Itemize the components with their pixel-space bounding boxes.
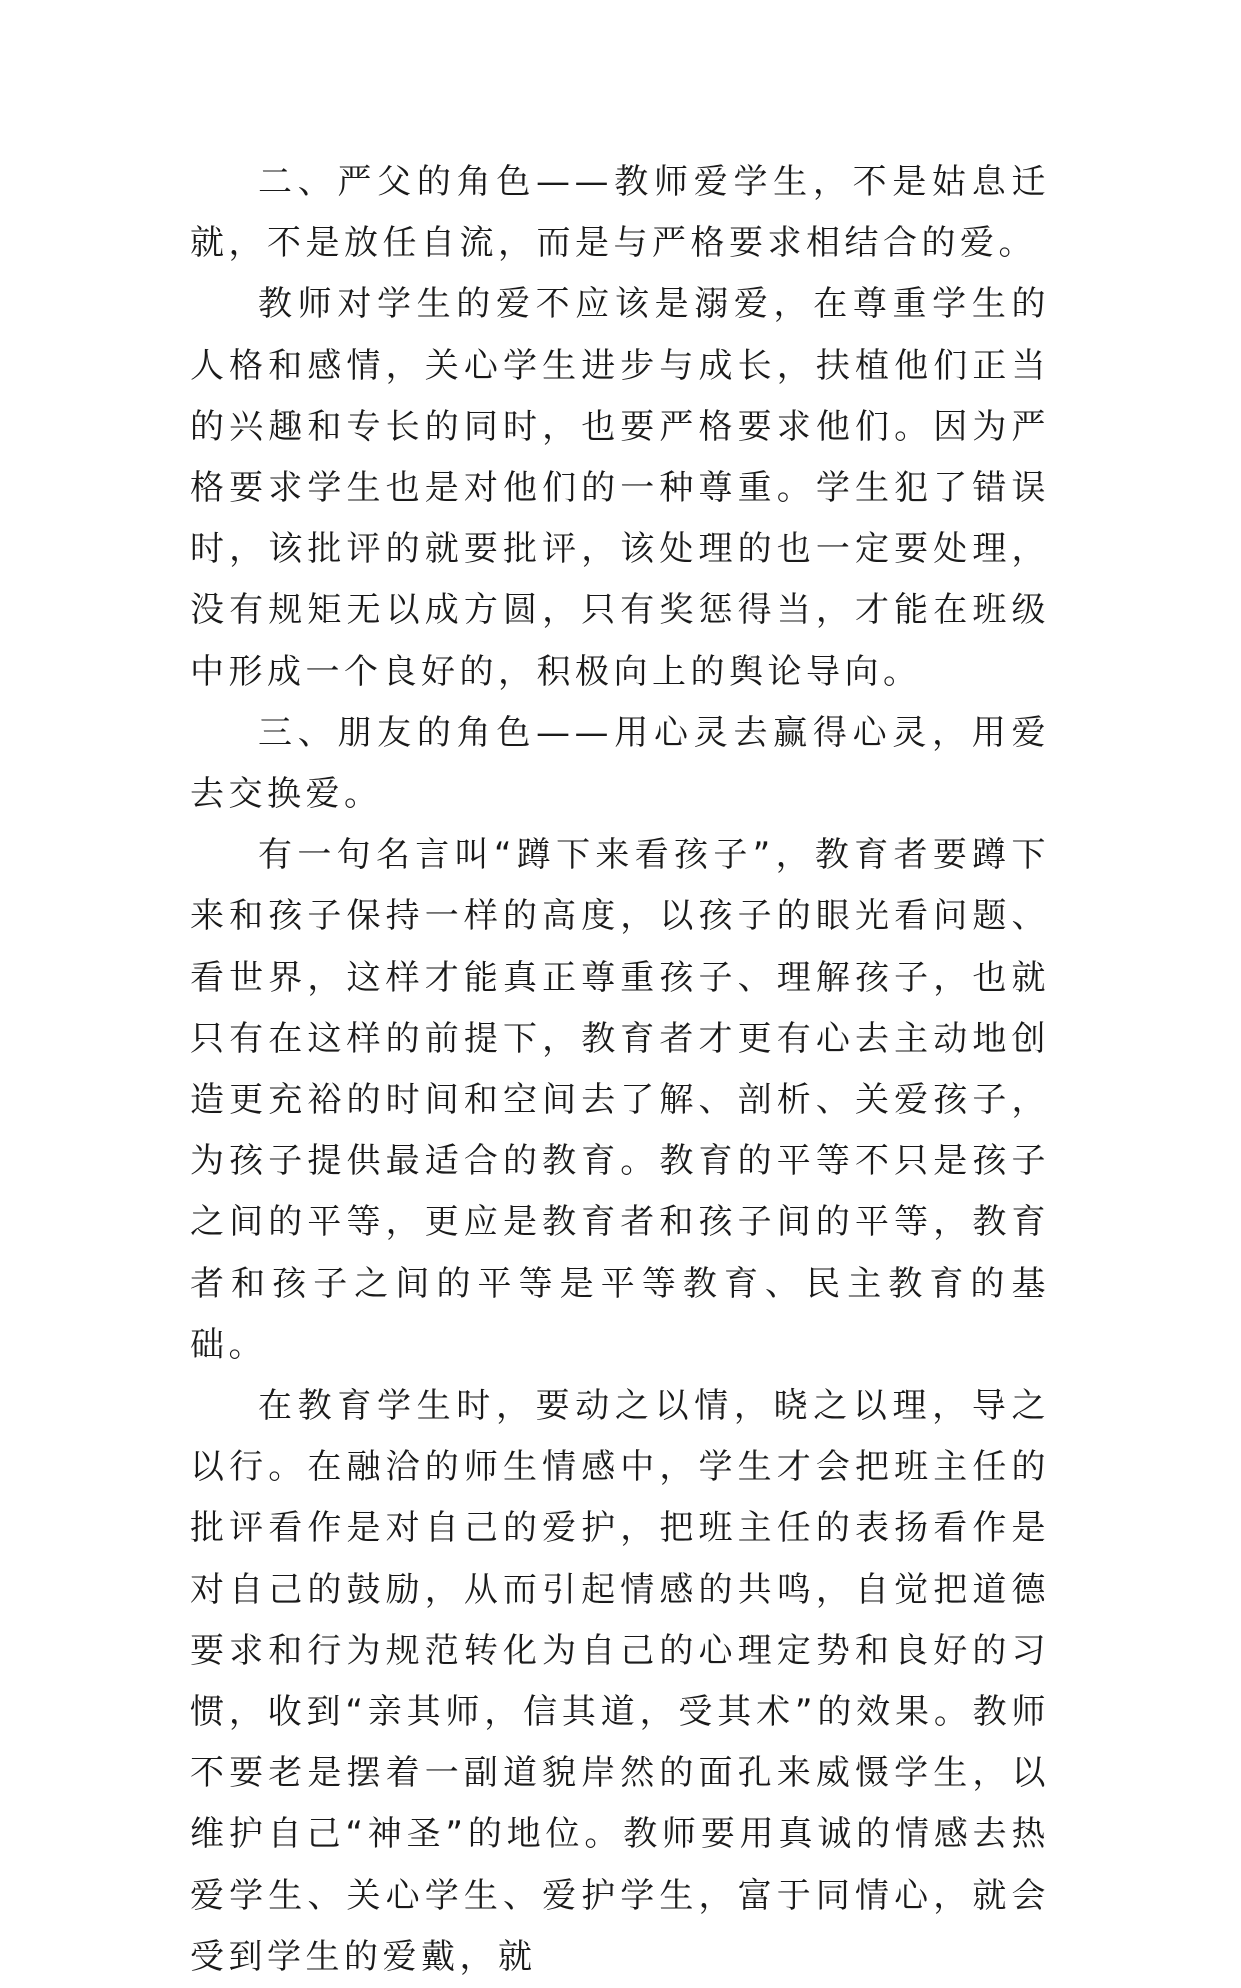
paragraph-squat-down: 有一句名言叫“蹲下来看孩子”，教育者要蹲下来和孩子保持一样的高度，以孩子的眼光看问题、看世界，这样才能真正尊重孩子、理解孩子，也就只有在这样的前提下，教育者才更有心去主动地创造更充裕的时间和空间去了解、剖析、关爱孩子，为孩子提供最适合的教育。教育的平等不只是孩子之间的平等，更应是教育者和孩子间的平等，教育者和孩子之间的平等是平等教育、民主教育的基础。	[190, 835, 1050, 1365]
paragraph-emotion-education: 在教育学生时，要动之以情，晓之以理，导之以行。在融洽的师生情感中，学生才会把班主任的批评看作是对自己的爱护，把班主任的表扬看作是对自己的鼓励，从而引起情感的共鸣，自觉把道德要求和行为规范转化为自己的心理定势和良好的习惯，收到“亲其师，信其道，受其术”的效果。教师不要老是摆着一副道貌岸然的面孔来威慑学生，以维护自己“神圣”的地位。教师要用真诚的情感去热爱学生、关心学生、爱护学生，富于同情心，就会受到学生的爱戴，就	[190, 1386, 1050, 1977]
document-body	[190, 152, 1050, 1988]
section-heading-friend: 三、朋友的角色——用心灵去赢得心灵，用爱去交换爱。	[190, 712, 1050, 815]
section-heading-strict-father: 二、严父的角色——教师爱学生，不是姑息迁就，不是放任自流，而是与严格要求相结合的爱。	[190, 162, 1050, 264]
paragraph-strict-love: 教师对学生的爱不应该是溺爱，在尊重学生的人格和感情，关心学生进步与成长，扶植他们正当的兴趣和专长的同时，也要严格要求他们。因为严格要求学生也是对他们的一种尊重。学生犯了错误时，该批评的就要批评，该处理的也一定要处理，没有规矩无以成方圆，只有奖惩得当，才能在班级中形成一个良好的，积极向上的舆论导向。	[190, 284, 1050, 692]
